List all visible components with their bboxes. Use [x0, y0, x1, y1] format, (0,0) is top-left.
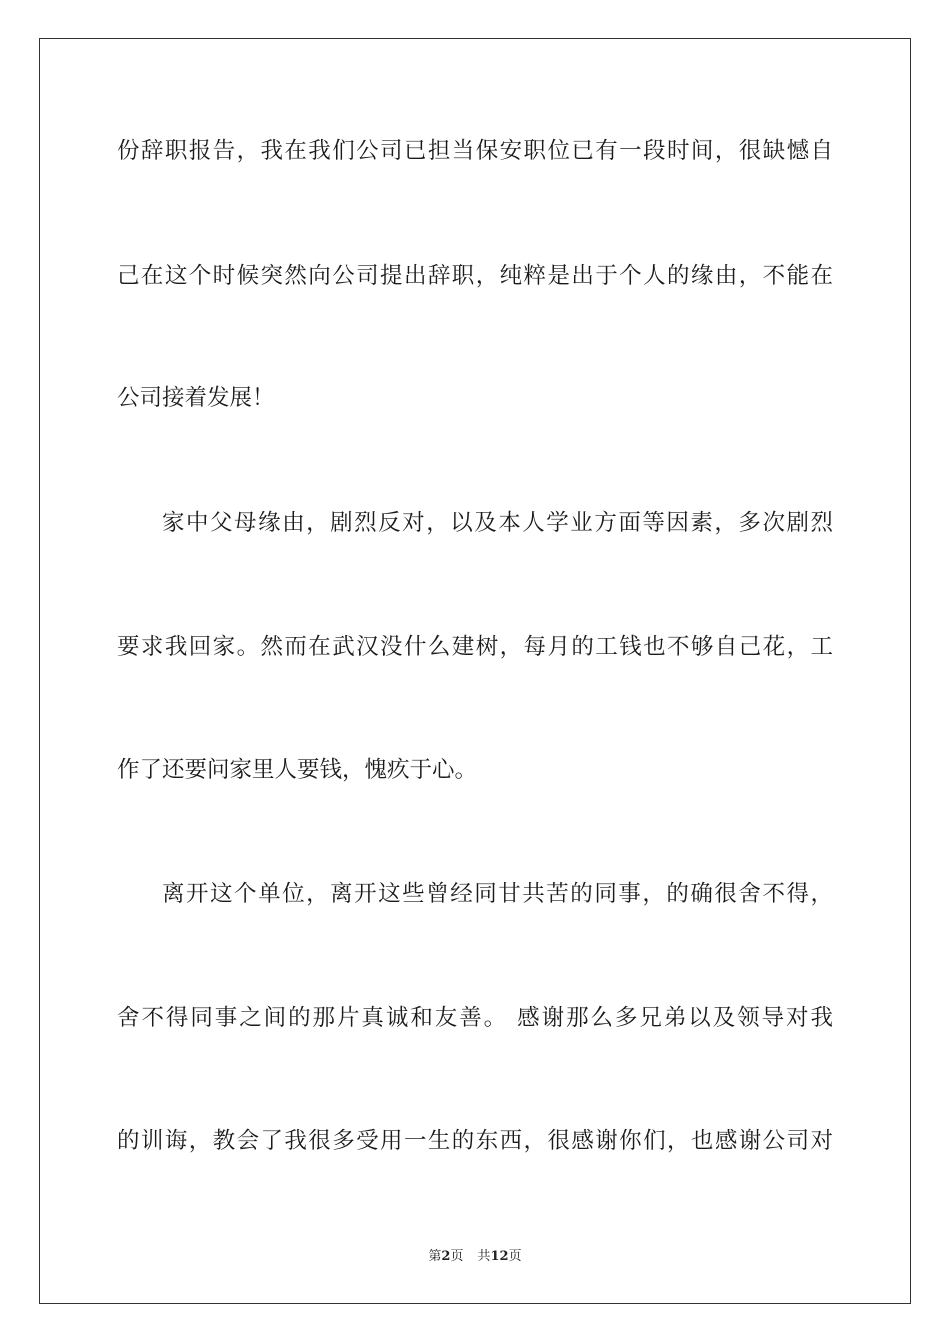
- page-number: 2: [441, 1249, 451, 1264]
- paragraph-3-line-1: 离开这个单位，离开这些曾经同甘共苦的同事，的确很舍不得，: [162, 881, 833, 907]
- text-line-2: 己在这个时候突然向公司提出辞职，纯粹是出于个人的缘由，不能在: [117, 263, 833, 289]
- page-border: [39, 38, 911, 1304]
- total-pages-suffix: 页: [508, 1249, 522, 1264]
- paragraph-2-line-3: 作了还要问家里人要钱，愧疚于心。: [117, 757, 478, 783]
- text-line-3: 公司接着发展！: [117, 385, 275, 411]
- page-number-suffix: 页: [450, 1249, 464, 1264]
- paragraph-2-line-1: 家中父母缘由，剧烈反对，以及本人学业方面等因素，多次剧烈: [162, 510, 833, 536]
- paragraph-3-line-3: 的训诲，教会了我很多受用一生的东西，很感谢你们，也感谢公司对: [117, 1128, 833, 1154]
- page-footer: [0, 1248, 950, 1266]
- total-pages-prefix: 共: [477, 1249, 491, 1264]
- paragraph-2-line-2: 要求我回家。然而在武汉没什么建树，每月的工钱也不够自己花，工: [117, 634, 833, 660]
- total-pages: 12: [490, 1249, 509, 1264]
- page-number-prefix: 第: [428, 1249, 442, 1264]
- paragraph-3-line-2: 舍不得同事之间的那片真诚和友善。 感谢那么多兄弟以及领导对我: [117, 1005, 833, 1031]
- text-line-1: 份辞职报告，我在我们公司已担当保安职位已有一段时间，很缺憾自: [117, 138, 833, 164]
